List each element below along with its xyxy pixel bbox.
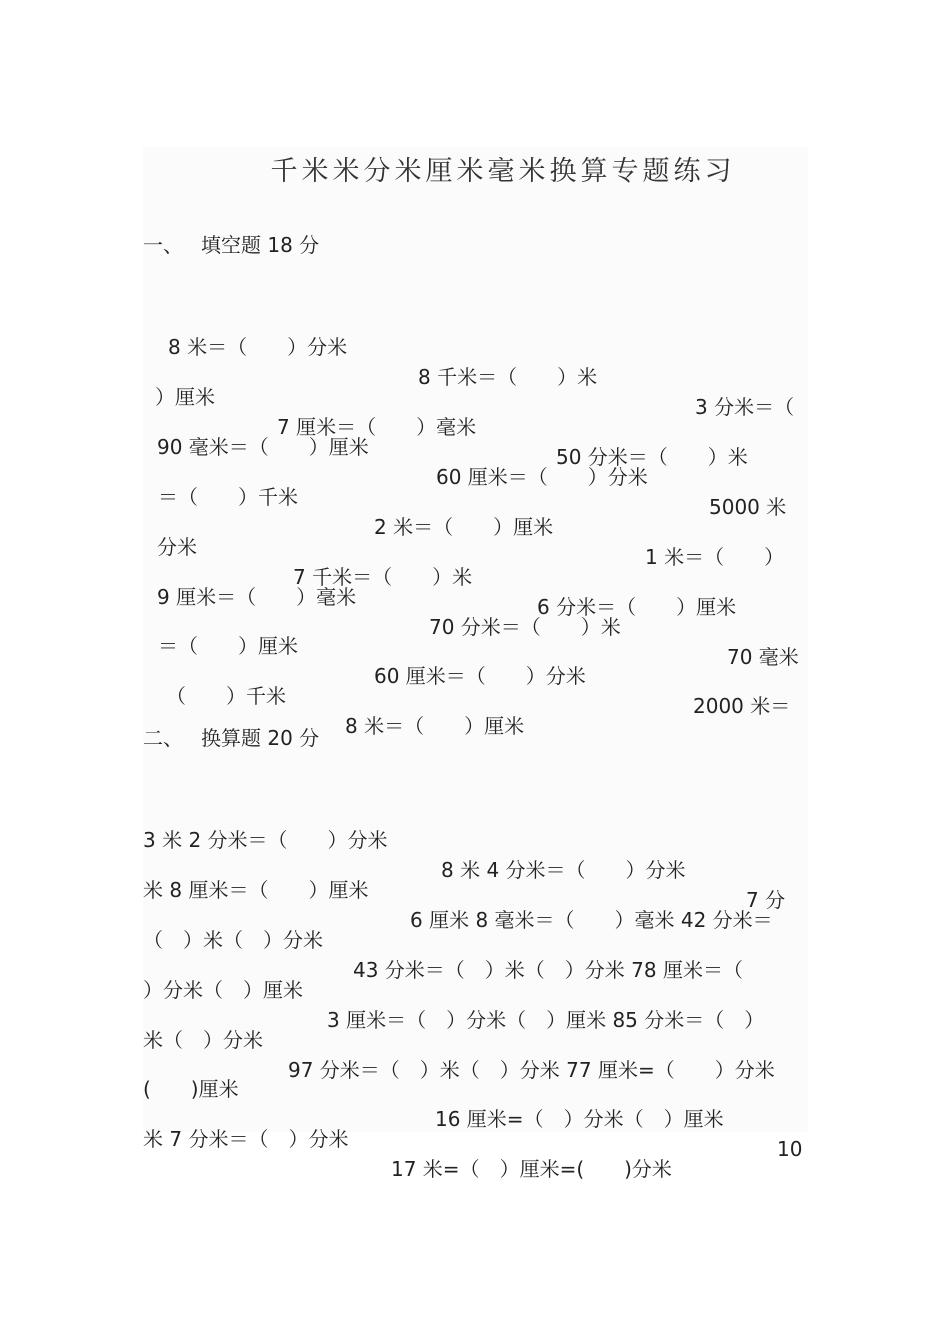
s2-item: 3 米 2 分米＝（ ）分米	[143, 828, 388, 852]
s1-item: ＝（ ）千米	[158, 485, 298, 509]
s1-item: 6 分米＝（ ）厘米	[537, 595, 737, 619]
s1-item: （ ）千米	[166, 684, 286, 708]
s1-item: ）厘米	[155, 385, 215, 409]
s1-item: 8 米＝（ ）厘米	[345, 714, 525, 738]
s1-item: 70 分米＝（ ）米	[429, 615, 621, 639]
s2-item: 16 厘米=（ ）分米（ ）厘米	[435, 1107, 724, 1131]
s1-item: 分米	[157, 535, 197, 559]
s2-item: 3 厘米＝（ ）分米（ ）厘米 85 分米＝（ ）	[327, 1008, 765, 1032]
section-2-number: 二、	[143, 726, 183, 750]
s1-item: 50 分米＝（ ）米	[556, 445, 748, 469]
section-2-label: 换算题 20 分	[201, 726, 320, 750]
s2-item: 米 8 厘米＝（ ）厘米	[143, 878, 369, 902]
s2-item: ( )厘米	[143, 1077, 239, 1101]
s1-item: 9 厘米＝（ ）毫米	[157, 585, 357, 609]
section-1-label: 填空题 18 分	[201, 233, 320, 257]
s1-item: 8 千米＝（ ）米	[418, 365, 598, 389]
s1-item: 2000 米＝	[693, 694, 791, 718]
s1-item: 2 米＝（ ）厘米	[374, 515, 554, 539]
s1-item: 60 厘米＝（ ）分米	[436, 465, 648, 489]
s2-item: 米 7 分米＝（ ）分米	[143, 1127, 349, 1151]
s2-item: 97 分米＝（ ）米（ ）分米 77 厘米=（ ）分米	[288, 1058, 775, 1082]
s1-item: 5000 米	[709, 495, 787, 519]
s1-item: 60 厘米＝（ ）分米	[374, 664, 586, 688]
s1-item: 7 千米＝（ ）米	[293, 565, 473, 589]
section-1-heading	[143, 230, 319, 260]
s2-item: 7 分	[746, 888, 786, 912]
s1-item: 1 米＝（ ）	[645, 545, 785, 569]
page-title: 千米米分米厘米毫米换算专题练习	[270, 156, 736, 187]
s2-item: ）分米（ ）厘米	[143, 978, 303, 1002]
section-1-number: 一、	[143, 233, 183, 257]
s1-item: 3 分米＝（	[695, 395, 795, 419]
s2-item: 17 米=（ ）厘米=( )分米	[391, 1157, 672, 1181]
section-2-heading	[143, 723, 319, 753]
s1-item: 7 厘米＝（ ）毫米	[277, 415, 477, 439]
s2-item: 43 分米＝（ ）米（ ）分米 78 厘米＝（	[353, 958, 743, 982]
s2-item: 8 米 4 分米＝（ ）分米	[441, 858, 686, 882]
s2-item: 10	[777, 1137, 803, 1161]
s1-item: 70 毫米	[727, 645, 799, 669]
s2-item: （ ）米（ ）分米	[143, 928, 323, 952]
s2-item: 米（ ）分米	[143, 1028, 263, 1052]
s1-item: 8 米＝（ ）分米	[168, 335, 348, 359]
s2-item: 6 厘米 8 毫米＝（ ）毫米 42 分米＝	[410, 908, 773, 932]
s1-item: 90 毫米＝（ ）厘米	[157, 435, 369, 459]
s1-item: ＝（ ）厘米	[158, 634, 298, 658]
